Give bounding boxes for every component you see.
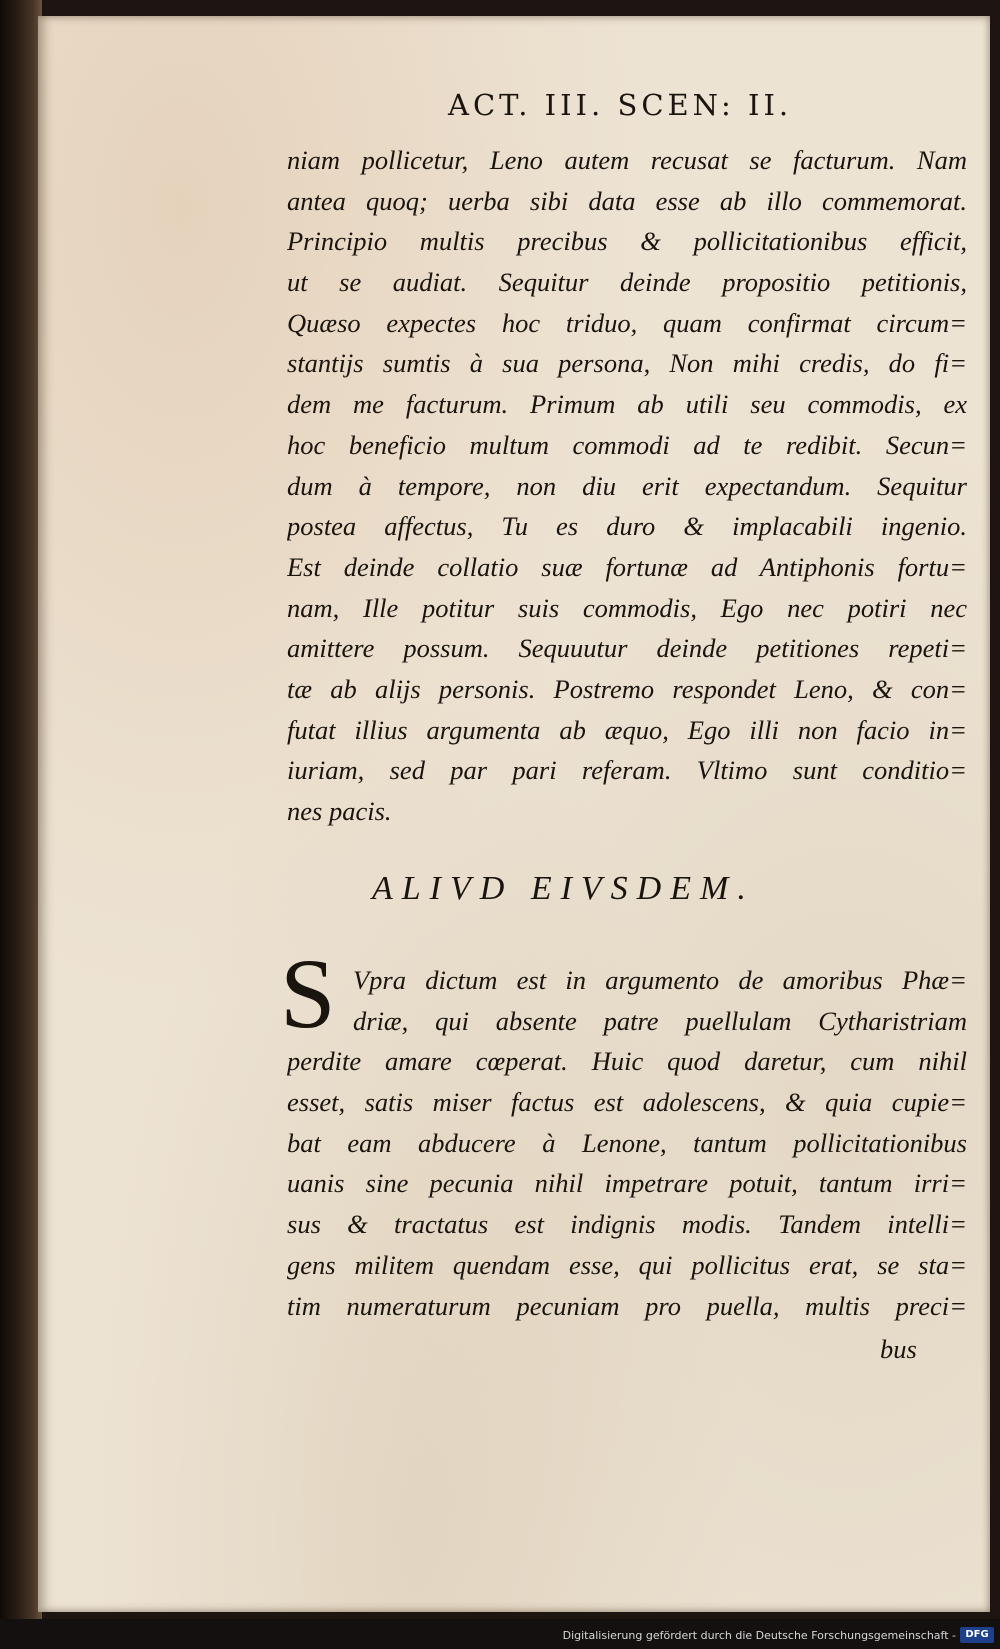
- text-line: Vpra dictum est in argumento de amoribus Phæ=: [353, 965, 967, 995]
- text-line: antea quoq; uerba sibi data esse ab illo commemorat.: [287, 185, 967, 216]
- funding-credit: Digitalisierung gefördert durch die Deutsche Forschungsgemeinschaft -: [562, 1629, 956, 1642]
- text-line: Est deinde collatio suæ fortunæ ad Antiphonis fortu=: [287, 551, 967, 582]
- text-line: tæ ab alijs personis. Postremo respondet Leno, & con=: [287, 673, 967, 704]
- paragraph-1: [287, 140, 967, 832]
- text-line: ut se audiat. Sequitur deinde propositio petitionis,: [287, 267, 967, 298]
- text-line: Principio multis precibus & pollicitationibus efficit,: [287, 226, 967, 257]
- text-line: uanis sine pecunia nihil impetrare potuit, tantum irri=: [287, 1168, 967, 1199]
- text-line: bat eam abducere à Lenone, tantum pollicitationibus: [287, 1127, 967, 1158]
- text-line: tim numeraturum pecuniam pro puella, multis preci=: [287, 1290, 967, 1321]
- catchword: bus: [880, 1334, 917, 1364]
- section-title: ALIVD EIVSDEM.: [372, 870, 755, 907]
- text-line: dum à tempore, non diu erit expectandum. Sequitur: [287, 470, 967, 501]
- text-line: nam, Ille potitur suis commodis, Ego nec potiri nec: [287, 592, 967, 623]
- text-line: dem me facturum. Primum ab utili seu commodis, ex: [287, 389, 967, 420]
- text-line: amittere possum. Sequuutur deinde petitiones repeti=: [287, 633, 967, 664]
- text-line: gens militem quendam esse, qui pollicitus erat, se sta=: [287, 1249, 967, 1280]
- text-line: sus & tractatus est indignis modis. Tandem intelli=: [287, 1209, 967, 1240]
- text-line: hoc beneficio multum commodi ad te redibit. Secun=: [287, 429, 967, 460]
- paragraph-2: [287, 960, 967, 1326]
- drop-cap: S: [280, 938, 336, 1049]
- footer-bar: [0, 1619, 1000, 1649]
- text-line: driæ, qui absente patre puellulam Cytharistriam: [353, 1005, 967, 1036]
- running-head: ACT. III. SCEN: II.: [448, 88, 793, 122]
- text-line: postea affectus, Tu es duro & implacabili ingenio.: [287, 511, 967, 542]
- text-line: stantijs sumtis à sua persona, Non mihi credis, do fi=: [287, 348, 967, 379]
- text-line: nes pacis.: [287, 796, 392, 826]
- text-line: iuriam, sed par pari referam. Vltimo sunt conditio=: [287, 755, 967, 786]
- text-line: niam pollicetur, Leno autem recusat se facturum. Nam: [287, 145, 967, 175]
- text-line: perdite amare cœperat. Huic quod daretur, cum nihil: [287, 1046, 967, 1077]
- dfg-logo[interactable]: DFG: [960, 1627, 994, 1643]
- book-spine-edge: [0, 0, 42, 1619]
- text-line: esset, satis miser factus est adolescens, & quia cupie=: [287, 1087, 967, 1118]
- text-line: Quæso expectes hoc triduo, quam confirmat circum=: [287, 307, 967, 338]
- text-line: futat illius argumenta ab æquo, Ego illi non facio in=: [287, 714, 967, 745]
